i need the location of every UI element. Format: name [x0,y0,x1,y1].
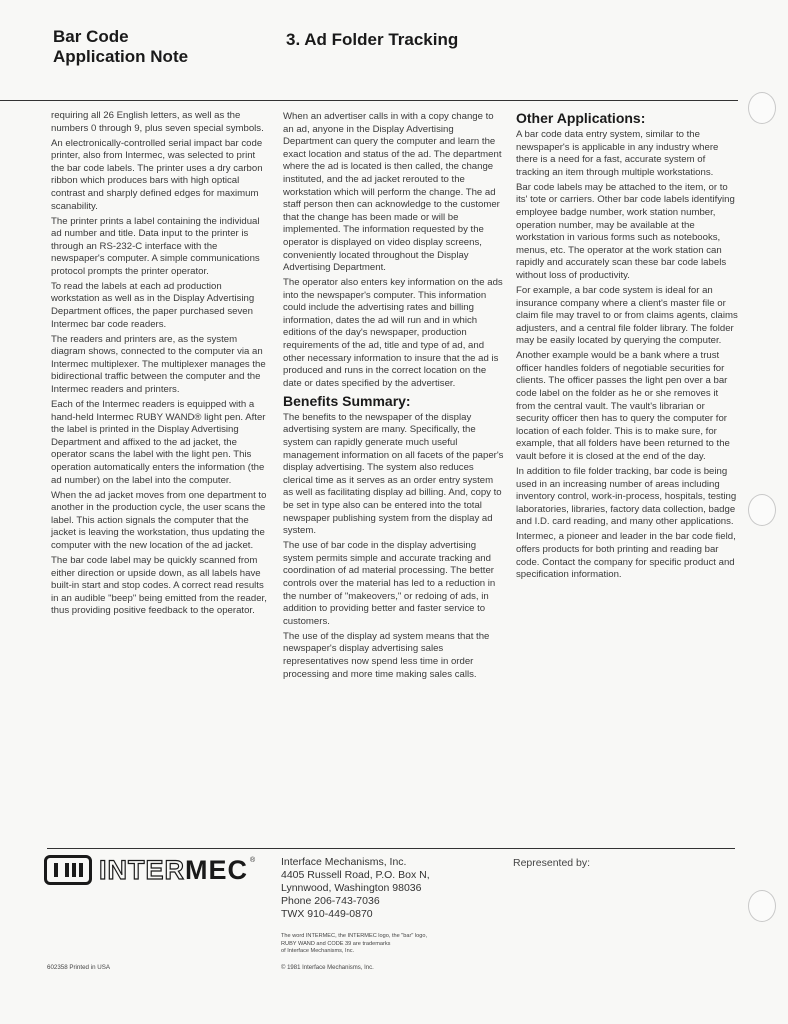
registered-mark: ® [250,857,256,864]
paragraph: The readers and printers are, as the system diagram shows, connected to the computer via an Intermec multiplexer. The multiplexer manages the bidirectional traffic between the computer and the Intermec readers and printers. [51,333,266,396]
paragraph: A bar code data entry system, similar to the newspaper's is applicable in any industry where there is a need for a fast, accurate system of tracking an item through multiple workstations. [516,129,719,178]
bar-logo-icon [44,855,92,885]
column-3 [516,110,738,584]
punch-hole [748,890,776,922]
paragraph: The printer prints a label containing the individual ad number and title. Data input to the printer is through an RS-232-C interface with the newspaper's computer. A simple communications protocol prompts the printer operator. [51,215,260,277]
intermec-logo [44,855,255,885]
paragraph: For example, a bar code system is ideal for an insurance company where a client's master file or claim file may travel to or from claims agents, claims adjusters, and a central file folder library. The folder may be easily located by querying the computer. [516,284,738,347]
copyright-notice: © 1981 Interface Mechanisms, Inc. [281,965,374,971]
paragraph: The bar code label may be quickly scanned from either direction or upside down, as all labels have built-in start and stop codes. A correct read results in an audible "beep" being emitted from the reader, thus providing positive feedback to the operator. [51,554,267,617]
address-line: Lynnwood, Washington 98036 [281,882,422,894]
company-address [281,856,430,921]
paragraph: The use of bar code in the display advertising system permits simple and accurate tracking and coordination of ad material processing. The better controls over the material has led to a reduction in the number of "makeovers," or redoing of ads, in addition to providing better and faster service to customers. [283,540,496,627]
represented-by-label: Represented by: [513,857,591,869]
address-line: Phone 206-743-7036 [281,895,380,907]
paragraph: The use of the display ad system means that the newspaper's display advertising sales representatives now spend less time in order processing and more time making sales calls. [283,630,490,680]
other-applications-heading: Other Applications: [516,110,646,126]
trademark-line: of Interface Mechanisms, Inc. [281,948,355,955]
paragraph: Another example would be a bank where a trust officer handles folders of negotiable securities for clients. The officer passes the light pen over a bar code label on the folder as he or she removes it from the central vault. The vault's librarian or security officer then has to query the computer for location of each folder. This is to make sure, for example, that all folders have been returned to the vault before it is closed at the end of the day. [516,350,730,463]
paragraph: Intermec, a pioneer and leader in the bar code field, offers products for both printing and reading bar code. Contact the company for specific product and specification information. [516,531,736,581]
paragraph: To read the labels at each ad production workstation as well as in the Display Advertising Department offices, the paper purchased seven Intermec bar code readers. [51,280,255,330]
punch-hole [748,92,776,124]
logo-wordmark-solid: MEC [185,855,248,885]
column-2 [283,111,505,683]
trademark-line: RUBY WAND and CODE 39 are trademarks [281,940,391,947]
footer-rule [47,848,735,849]
doc-type-line2: Application Note [53,47,189,66]
paragraph: The operator also enters key information on the ads into the newspaper's computer. This information could include the advertising rates and billing information, dates the ad will run and in which editions of the day's newspaper, production requirements of the ad, title and type of ad, and other necessary information to insure that the ad is produced and runs in the correct location on the date or dates specified by the advertiser. [283,277,503,389]
address-line: Interface Mechanisms, Inc. [281,856,407,868]
logo-wordmark [99,855,248,885]
paragraph: The benefits to the newspaper of the display advertising system are many. Specifically, the system can rapidly generate much useful management information on all facets of the paper's display advertising. The system also reduces clerical time as it serves as an order entry system as well as facilitating display ad billing. And, copy to be set in type also can be entered into the total newspaper publishing system from the display ad system. [283,411,504,537]
benefits-heading: Benefits Summary: [283,392,411,409]
address-line: TWX 910-449-0870 [281,908,373,920]
doc-type-line1: Bar Code [53,27,129,46]
paragraph: requiring all 26 English letters, as well as the numbers 0 through 9, plus seven special symbols. [51,110,264,134]
logo-wordmark-outline: INTER [99,855,185,885]
punch-hole [748,494,776,526]
paragraph: When an advertiser calls in with a copy change to an ad, anyone in the Display Advertising Department can query the computer and learn the exact location and status of the ad. The department where the ad is located is then called, the change instituted, and the ad jacket rerouted to the workstation which will perform the change. The ad staff person then can acknowledge to the customer that the change has been made or will be implemented. The information requested by the operator is displayed on video display screens, conveniently located throughout the Display Advertising Department. [283,111,502,274]
paragraph: In addition to file folder tracking, bar code is being used in an increasing number of areas including inventory control, work-in-process, hospitals, testing laboratories, libraries, factory data collection, badge and I.D. card reading, and many other applications. [516,466,737,528]
page-title: 3. Ad Folder Tracking [286,30,459,49]
address-line: 4405 Russell Road, P.O. Box N, [281,869,430,881]
printed-code: 602358 Printed in USA [47,964,110,971]
paragraph: Each of the Intermec readers is equipped with a hand-held Intermec RUBY WAND® light pen. After the label is printed in the Display Advertising Department and affixed to the ad jacket, the operator scans the label with the light pen. This operation automatically enters the information (the ad number) on the label into the computer. [51,399,266,486]
trademark-notice [281,933,427,956]
column-1 [51,110,271,620]
header-rule [0,100,738,101]
doc-type-heading [53,27,188,67]
paragraph: Bar code labels may be attached to the item, or to its' tote or carriers. Other bar code labels identifying employee badge number, work station number, operation number, may be available at the workstation in various forms such as notebooks, menus, etc. The operator at the work station can rapidly and accurately scan these bar code labels without loss of productivity. [516,181,735,281]
trademark-line: The word INTERMEC, the INTERMEC logo, the "bar" logo, [281,933,428,939]
paragraph: An electronically-controlled serial impact bar code printer, also from Intermec, was selected to print the bar code labels. The printer uses a dry carbon ribbon which produces bars with high optical contrast and sharply defined edges for maximum scanability. [51,137,263,212]
paragraph: When the ad jacket moves from one department to another in the production cycle, the user scans the label. This action signals the computer that the jacket is leaving the workstation, thus updating the computer with the new location of the ad jacket. [51,489,267,551]
